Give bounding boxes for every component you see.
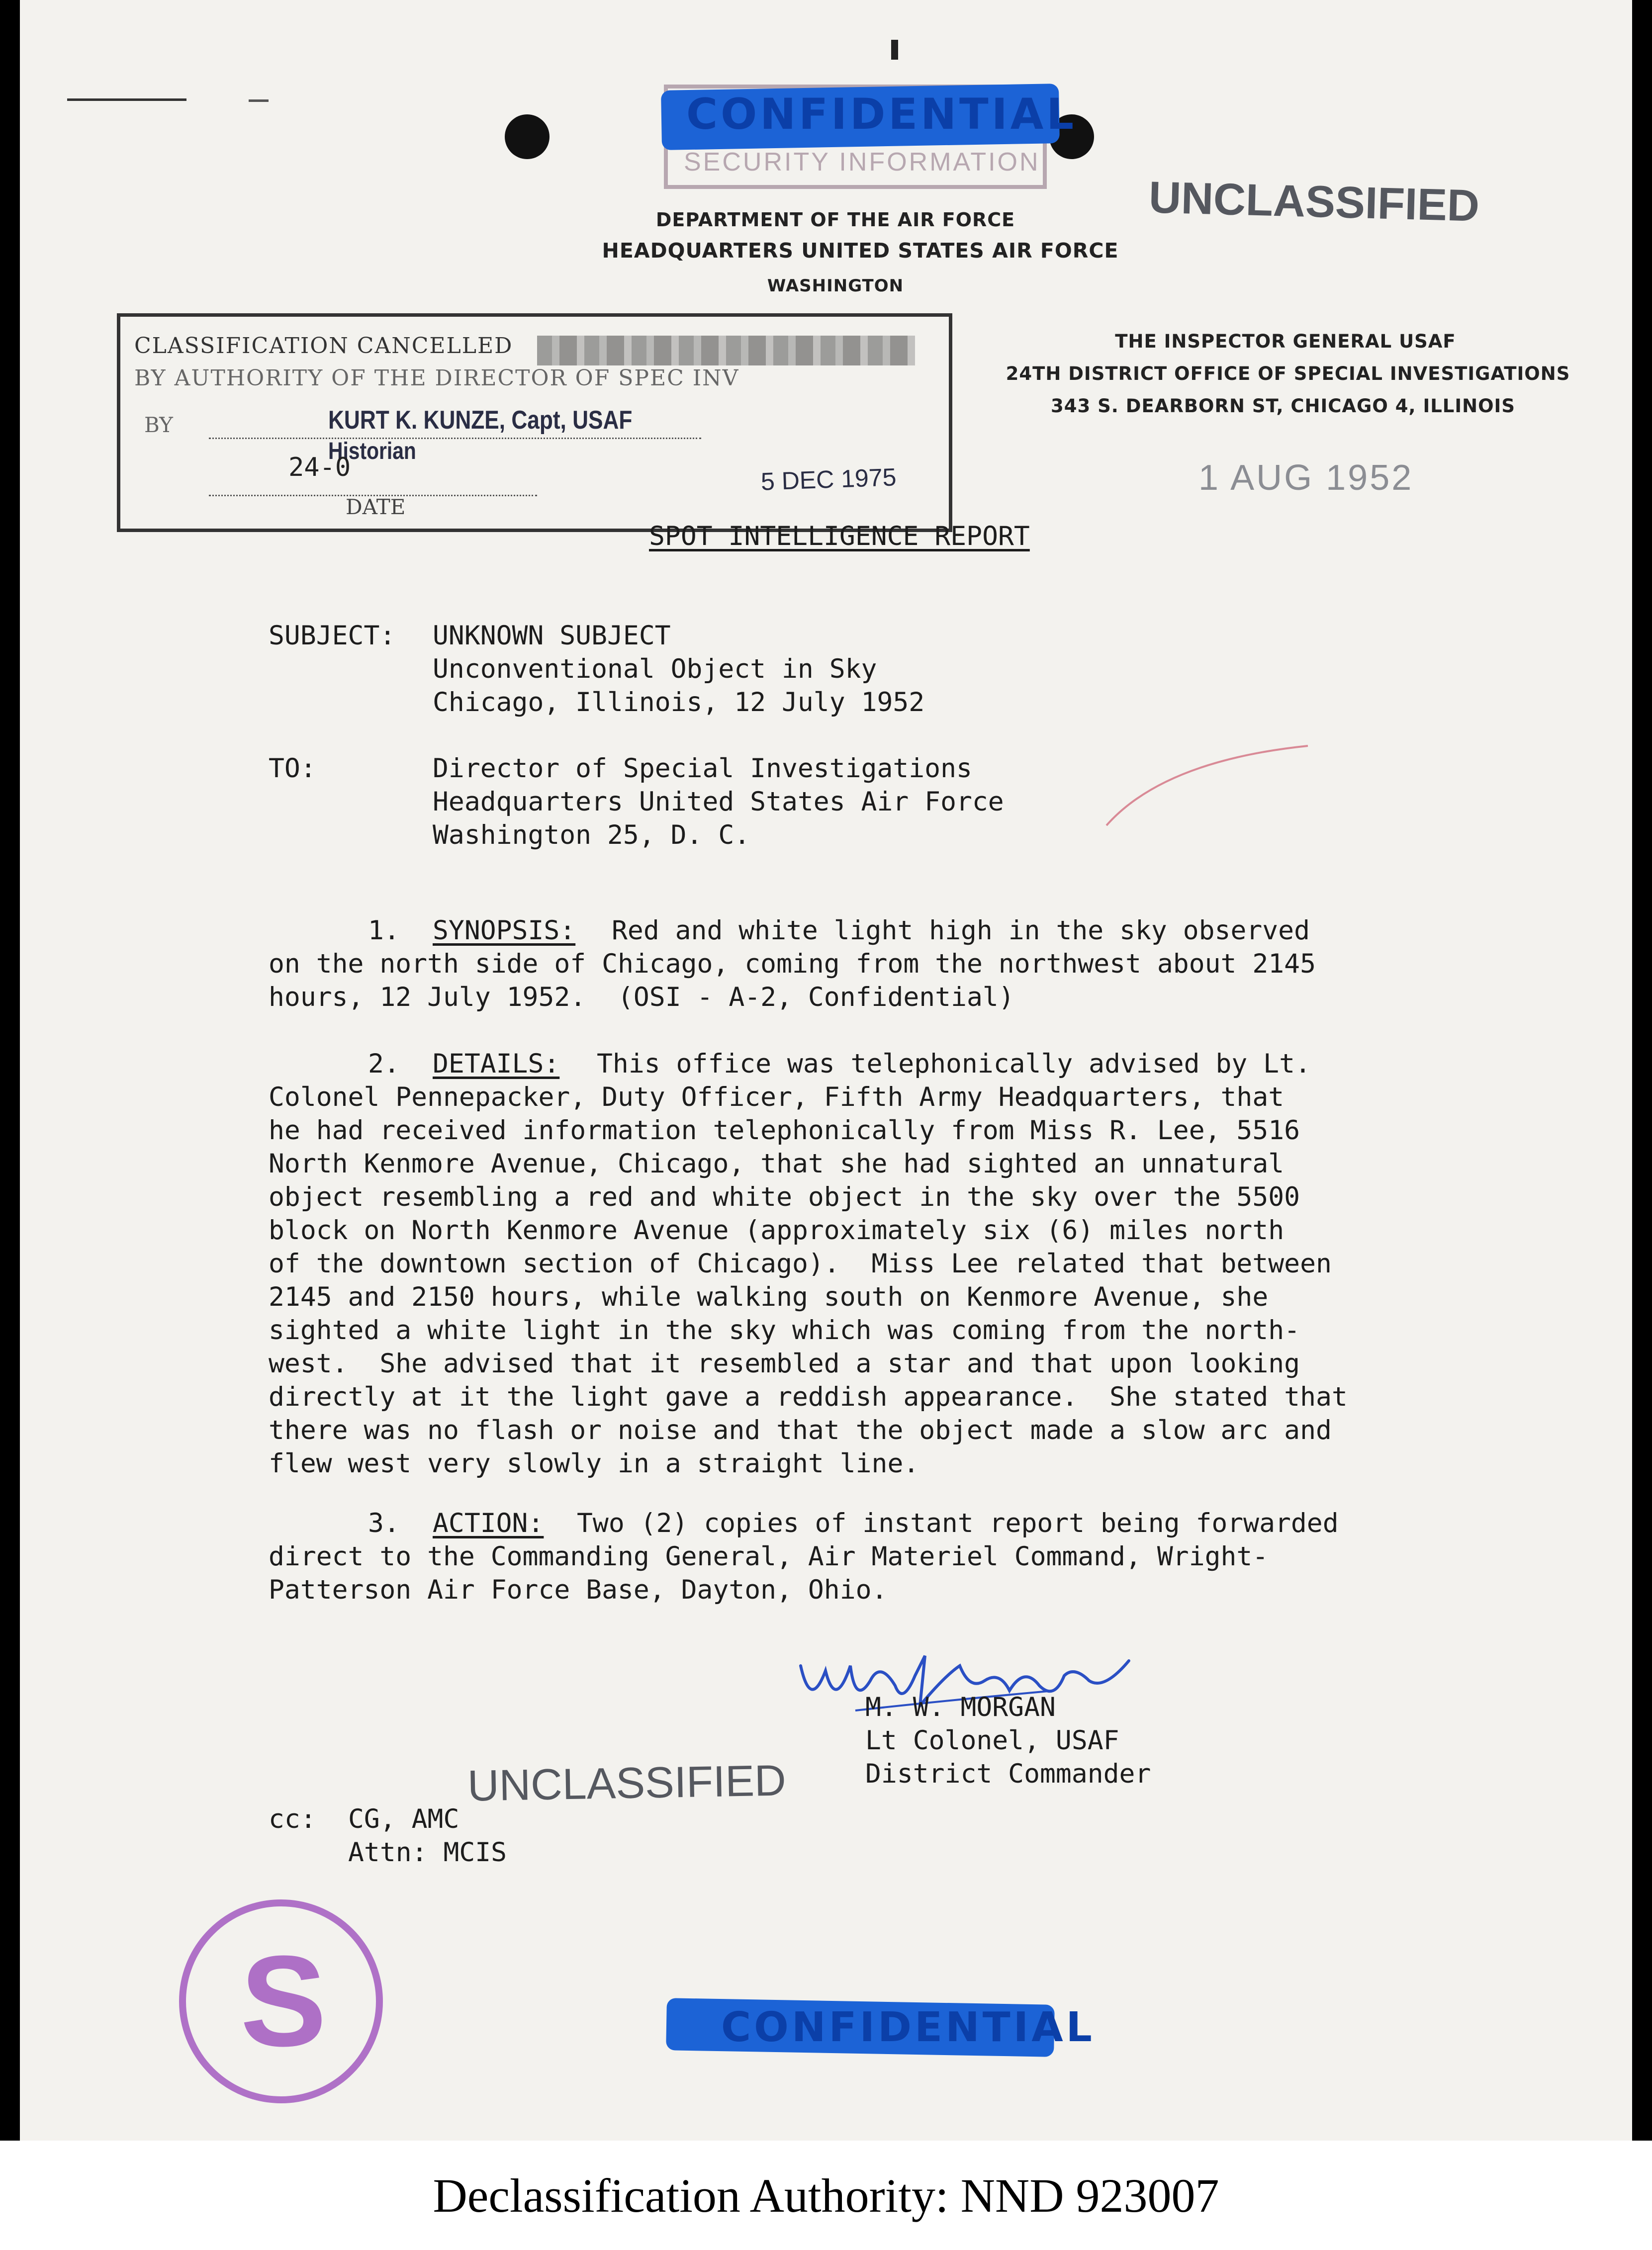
unclassified-stamp-top: UNCLASSIFIED [1148,173,1480,231]
subject-line: Chicago, Illinois, 12 July 1952 [433,687,925,718]
to-line: Director of Special Investigations [433,753,972,784]
paragraph-1-heading: SYNOPSIS: [433,915,576,946]
document-page [20,0,1632,2141]
secret-circle-letter: S [240,1929,327,2073]
office-address: 343 S. DEARBORN ST, CHICAGO 4, ILLINOIS [1051,395,1515,417]
letterhead-department: DEPARTMENT OF THE AIR FORCE [655,209,1015,231]
paragraph-2-line: directly at it the light gave a reddish appearance. She stated that [269,1382,1348,1412]
subject-line: UNKNOWN SUBJECT [433,621,671,651]
to-line: Headquarters United States Air Force [433,787,1004,817]
to-label: TO: [269,753,316,784]
letterhead-washington: WASHINGTON [767,276,904,296]
paragraph-1-line: hours, 12 July 1952. (OSI - A-2, Confidential) [269,982,1014,1012]
paragraph-2-line: Colonel Pennepacker, Duty Officer, Fifth Army Headquarters, that [269,1082,1285,1112]
unclassified-stamp-bottom: UNCLASSIFIED [467,1755,787,1810]
letterhead-headquarters: HEADQUARTERS UNITED STATES AIR FORCE [602,239,1119,263]
signer-title: District Commander [865,1759,1151,1789]
paragraph-2-line: he had received information telephonically from Miss R. Lee, 5516 [269,1115,1300,1146]
paragraph-3-line: Two (2) copies of instant report being forwarded [577,1508,1339,1538]
paragraph-3-heading: ACTION: [433,1508,544,1538]
report-date-stamp: 1 AUG 1952 [1198,458,1414,498]
cancel-stamp-line2: BY AUTHORITY OF THE DIRECTOR OF SPEC INV [134,365,739,391]
paragraph-1-line: on the north side of Chicago, coming from the northwest about 2145 [269,949,1316,979]
declassification-footer: Declassification Authority: NND 923007 [0,2141,1652,2250]
paragraph-2-line: This office was telephonically advised by Lt. [597,1049,1311,1079]
top-confidential-stamp: CONFIDENTIAL [686,90,1077,139]
cc-value: CG, AMC [348,1804,459,1834]
paragraph-3-number: 3. [368,1508,400,1538]
subject-line: Unconventional Object in Sky [433,654,877,684]
cancel-by-label: BY [144,413,173,437]
punch-hole-left [505,114,550,159]
paragraph-2-heading: DETAILS: [433,1049,560,1079]
cc-attn: Attn: MCIS [348,1837,507,1868]
paragraph-1-line: Red and white light high in the sky observed [612,915,1310,946]
paragraph-2-line: object resembling a red and white object in the sky over the 5500 [269,1182,1300,1212]
cancel-number: 24-0 [288,452,351,482]
paragraph-2-line: west. She advised that it resembled a star and that upon looking [269,1349,1300,1379]
paragraph-3-line: direct to the Commanding General, Air Materiel Command, Wright- [269,1541,1269,1572]
paragraph-2-line: North Kenmore Avenue, Chicago, that she had sighted an unnatural [269,1149,1285,1179]
paragraph-2-number: 2. [368,1049,400,1079]
paragraph-2-line: flew west very slowly in a straight line. [269,1448,919,1479]
red-pen-mark [1104,741,1313,830]
paragraph-2-line: block on North Kenmore Avenue (approximately six (6) miles north [269,1215,1285,1246]
redacted-scribble [537,336,915,365]
cancel-by-title: Historian [328,438,416,464]
security-information-stamp: SECURITY INFORMATION [684,148,1040,177]
to-line: Washington 25, D. C. [433,820,750,850]
paragraph-1-number: 1. [368,915,400,946]
paragraph-2-line: 2145 and 2150 hours, while walking south on Kenmore Avenue, she [269,1282,1269,1312]
cancel-date-value: 5 DEC 1975 [760,463,897,496]
signer-name: M. W. MORGAN [865,1692,1056,1722]
tack-mark [891,40,898,60]
paragraph-2-line: there was no flash or noise and that the object made a slow arc and [269,1415,1332,1445]
paragraph-3-line: Patterson Air Force Base, Dayton, Ohio. [269,1575,888,1605]
signer-rank: Lt Colonel, USAF [865,1725,1119,1756]
office-inspector-general: THE INSPECTOR GENERAL USAF [1115,331,1456,352]
bottom-confidential-stamp: CONFIDENTIAL [721,2004,1095,2051]
paragraph-2-line: sighted a white light in the sky which was coming from the north- [269,1315,1300,1346]
cc-label: cc: [269,1804,316,1834]
cancel-by-name: KURT K. KUNZE, Capt, USAF [328,406,633,435]
subject-label: SUBJECT: [269,621,396,651]
office-district: 24TH DISTRICT OFFICE OF SPECIAL INVESTIGATIONS [1006,363,1570,384]
paragraph-2-line: of the downtown section of Chicago). Miss Lee related that between [269,1249,1332,1279]
cancel-stamp-line1: CLASSIFICATION CANCELLED [134,333,513,359]
cancel-by-line [209,438,701,439]
margin-mark [249,99,269,102]
report-title: SPOT INTELLIGENCE REPORT [649,521,1030,551]
margin-mark [67,98,186,101]
cancel-date-label: DATE [346,495,406,519]
